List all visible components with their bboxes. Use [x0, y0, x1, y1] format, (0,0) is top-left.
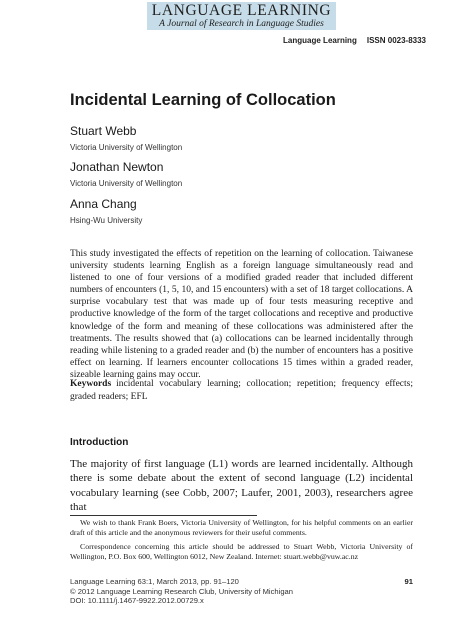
running-head-issn: ISSN 0023-8333 [366, 36, 426, 45]
footer-doi: DOI: 10.1111/j.1467-9922.2012.00729.x [70, 596, 204, 606]
author-affiliation: Hsing-Wu University [70, 216, 143, 225]
journal-subtitle: A Journal of Research in Language Studies [159, 19, 324, 29]
keywords-label: Keywords [70, 379, 112, 389]
page-footer [70, 577, 413, 606]
author-affiliation: Victoria University of Wellington [70, 179, 183, 188]
footer-copyright: © 2012 Language Learning Research Club, University of Michigan [70, 586, 293, 596]
author-name: Jonathan Newton [70, 160, 164, 174]
footnote-divider [70, 515, 257, 516]
footnote-correspondence: Correspondence concerning this article should be addressed to Stuart Webb, Victoria University of Wellington, P.O. Box 600, Wellington 6012, New Zealand. Internet: stuart.webb@vuw.ac.nz [70, 542, 413, 562]
journal-banner [147, 2, 336, 30]
author-name: Anna Chang [70, 197, 137, 211]
page-number: 91 [404, 577, 413, 586]
footnote-acknowledgment: We wish to thank Frank Boers, Victoria University of Wellington, for his helpful comments on an earlier draft of this article and the anonymous reviewers for their useful comments. [70, 518, 413, 538]
author-block [70, 124, 182, 153]
running-head [283, 36, 426, 45]
author-name: Stuart Webb [70, 124, 137, 138]
footer-citation: Language Learning 63:1, March 2013, pp. 91–120 [70, 577, 239, 586]
keywords-list: incidental vocabulary learning; collocation; repetition; frequency effects; graded readers; EFL [70, 379, 413, 402]
keywords [70, 378, 413, 404]
section-heading-introduction: Introduction [70, 437, 129, 448]
journal-name: LANGUAGE LEARNING [151, 2, 332, 19]
author-block [70, 197, 142, 226]
running-head-journal: Language Learning [283, 36, 357, 45]
author-block [70, 160, 182, 189]
introduction-text: The majority of first language (L1) words are learned incidentally. Although there is some debate about the extent of second language (L2) incidental vocabulary learning (see Cobb, 2007; Laufer, 2001, 2003), researchers agree that [70, 458, 413, 514]
author-affiliation: Victoria University of Wellington [70, 143, 183, 152]
abstract: This study investigated the effects of repetition on the learning of collocation. Taiwanese university students learning English as a foreign language simultaneously read and listened to one of four versions of a modified graded reader that included different numbers of encounters (1, 5, 10, and 15 encounters) with a set of 18 target collocations. A surprise vocabulary test that was made up of four tests measuring receptive and productive knowledge of the form of the target collocations and receptive and productive knowledge of the form and meaning of these collocations was administered after the treatments. The results showed that (a) collocations can be learned incidentally through reading while listening to a graded reader and (b) the number of encounters has a positive effect on learning. If learners encounter collocations 15 times within a graded reader, sizeable learning gains may occur. [70, 249, 413, 380]
article-title: Incidental Learning of Collocation [70, 91, 336, 109]
